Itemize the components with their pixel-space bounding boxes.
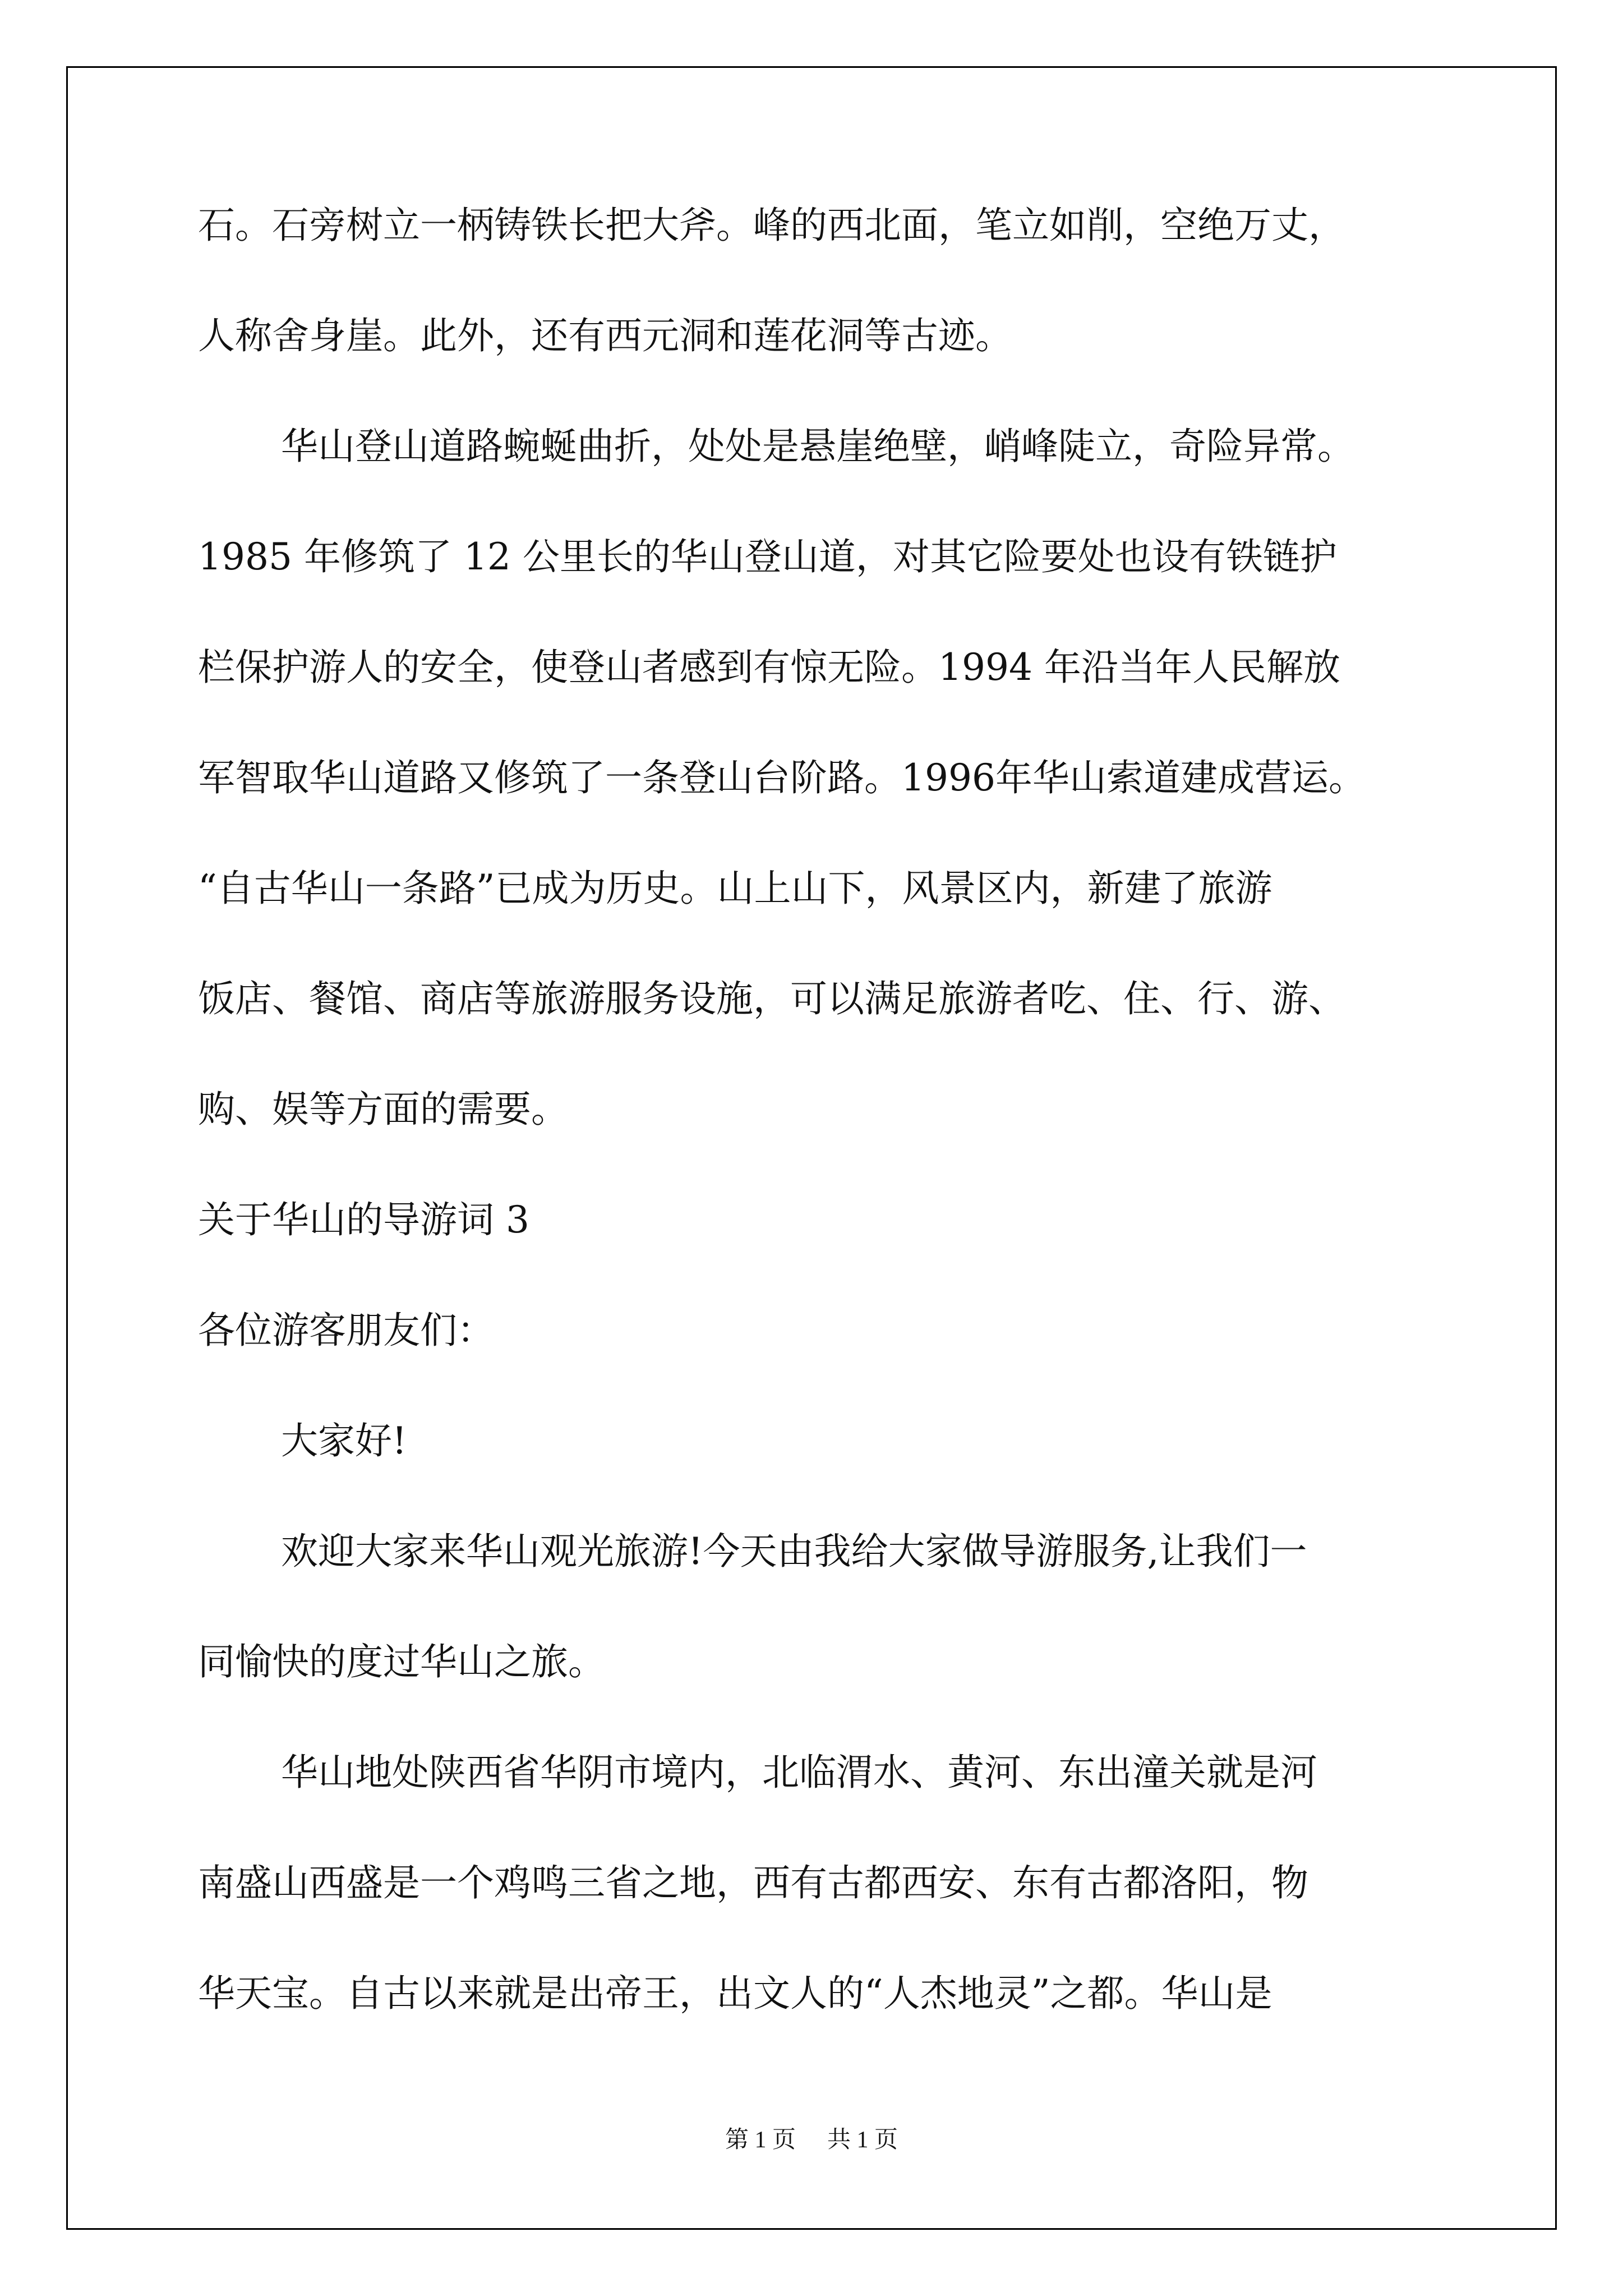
text-line: 购、娱等方面的需要。 [198, 1088, 568, 1131]
text-line: 饭店、餐馆、商店等旅游服务设施，可以满足旅游者吃、住、行、游、 [198, 977, 1345, 1020]
text-line: 华山登山道路蜿蜒曲折，处处是悬崖绝壁，峭峰陡立，奇险异常。 [281, 425, 1354, 468]
text-line: “自古华山一条路”已成为历史。山上山下，风景区内，新建了旅游 [198, 867, 1272, 910]
page-footer [0, 2121, 1623, 2155]
text-line: 华天宝。自古以来就是出帝王，出文人的“人杰地灵”之都。华山是 [198, 1972, 1272, 2015]
text-line: 南盛山西盛是一个鸡鸣三省之地，西有古都西安、东有古都洛阳，物 [198, 1861, 1308, 1904]
text-line: 各位游客朋友们： [198, 1309, 494, 1352]
text-line: 1985 年修筑了 12 公里长的华山登山道，对其它险要处也设有铁链护 [198, 535, 1337, 578]
text-line: 关于华山的导游词 3 [198, 1198, 529, 1241]
document-body [198, 190, 1446, 2068]
page-total: 共 1 页 [827, 2127, 898, 2153]
text-line: 栏保护游人的安全，使登山者感到有惊无险。1994 年沿当年人民解放 [198, 646, 1340, 689]
text-line: 同愉快的度过华山之旅。 [198, 1640, 605, 1683]
text-line: 华山地处陕西省华阴市境内，北临渭水、黄河、东出潼关就是河 [281, 1751, 1317, 1794]
text-line: 大家好! [281, 1419, 407, 1462]
text-line: 军智取华山道路又修筑了一条登山台阶路。1996年华山索道建成营运。 [198, 756, 1366, 799]
text-line: 人称舍身崖。此外，还有西元洞和莲花洞等古迹。 [198, 314, 1012, 357]
text-line: 欢迎大家来华山观光旅游!今天由我给大家做导游服务,让我们一 [281, 1530, 1307, 1573]
page-number: 第 1 页 [725, 2127, 796, 2153]
text-line: 石。石旁树立一柄铸铁长把大斧。峰的西北面，笔立如削，空绝万丈， [198, 204, 1345, 247]
